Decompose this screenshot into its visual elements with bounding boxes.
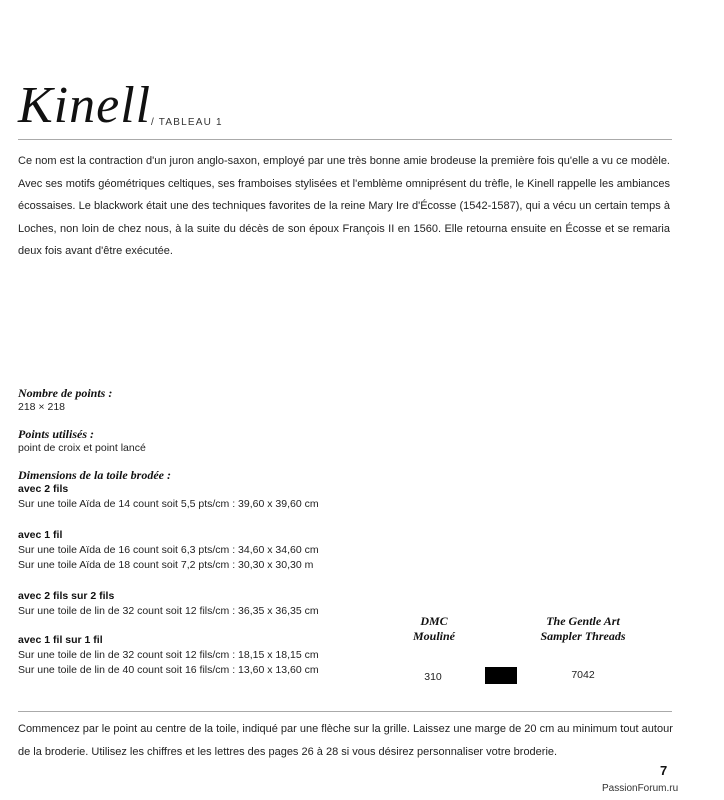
page-number: 7 [660, 763, 668, 778]
dmc-brand: DMC [420, 614, 448, 628]
dimensions-label: Dimensions de la toile brodée : [18, 468, 171, 482]
top-divider [18, 139, 672, 140]
dmc-product: Mouliné [412, 629, 455, 643]
dimension-group [18, 633, 438, 678]
gentle-art-product: Sampler Threads [540, 629, 626, 643]
dmc-header [392, 614, 476, 644]
group-heading: avec 1 fil sur 1 fil [18, 634, 103, 646]
group-heading: avec 2 fils sur 2 fils [18, 590, 115, 602]
page-subtitle: / TABLEAU 1 [151, 117, 223, 128]
gentle-art-color-number: 7042 [571, 669, 595, 681]
group-heading: avec 1 fil [18, 529, 63, 541]
page-title: Kinell [18, 77, 152, 134]
gentle-art-brand: The Gentle Art [546, 614, 620, 628]
bottom-divider [18, 711, 672, 712]
dimension-line: Sur une toile Aïda de 16 count soit 6,3 pts/cm : 34,60 x 34,60 cm [18, 544, 319, 556]
points-label: Nombre de points : [18, 386, 113, 400]
dimension-line: Sur une toile de lin de 32 count soit 12 fils/cm : 18,15 x 18,15 cm [18, 649, 319, 661]
dimension-line: Sur une toile Aïda de 18 count soit 7,2 pts/cm : 30,30 x 30,30 m [18, 559, 314, 571]
used-value: point de croix et point lancé [18, 442, 146, 454]
dmc-color-number: 310 [424, 671, 442, 683]
used-label: Points utilisés : [18, 427, 95, 441]
gentle-art-header [520, 614, 646, 644]
dimension-line: Sur une toile de lin de 32 count soit 12 fils/cm : 36,35 x 36,35 cm [18, 605, 319, 617]
dimension-group [18, 528, 438, 573]
watermark: PassionForum.ru [602, 783, 679, 794]
dimension-group [18, 482, 438, 512]
specs-section [18, 386, 438, 694]
instructions-paragraph: Commencez par le point au centre de la toile, indiqué par une flèche sur la grille. Laissez une marge de 20 cm au minimum tout autour de la broderie. Utilisez les chiffres et les lettres des pages 26 à 28 si vous désirez personnaliser votre broderie. [18, 723, 673, 758]
dimension-line: Sur une toile de lin de 40 count soit 16 fils/cm : 13,60 x 13,60 cm [18, 664, 319, 676]
points-value: 218 × 218 [18, 401, 66, 413]
group-heading: avec 2 fils [18, 483, 69, 495]
intro-paragraph: Ce nom est la contraction d'un juron anglo-saxon, employé par une très bonne amie brodeuse la première fois qu'elle a vu ce modèle. Avec ses motifs géométriques celtiques, ses framboises stylisées et l'emblème omniprésent du trèfle, le Kinell rappelle les ambiances écossaises. Le blackwork était une des techniques favorites de la reine Mary Ire d'Écosse (1542-1587), qui a vécu un certain temps à Loches, non loin de chez nous, à la suite du décès de son époux François II en 1560. Elle retourna ensuite en Écosse et se remaria deux fois avant d'être exécutée. [18, 155, 670, 257]
dimension-group [18, 589, 438, 619]
dimension-line: Sur une toile Aïda de 14 count soit 5,5 pts/cm : 39,60 x 39,60 cm [18, 498, 319, 510]
thread-color-swatch [485, 667, 517, 684]
